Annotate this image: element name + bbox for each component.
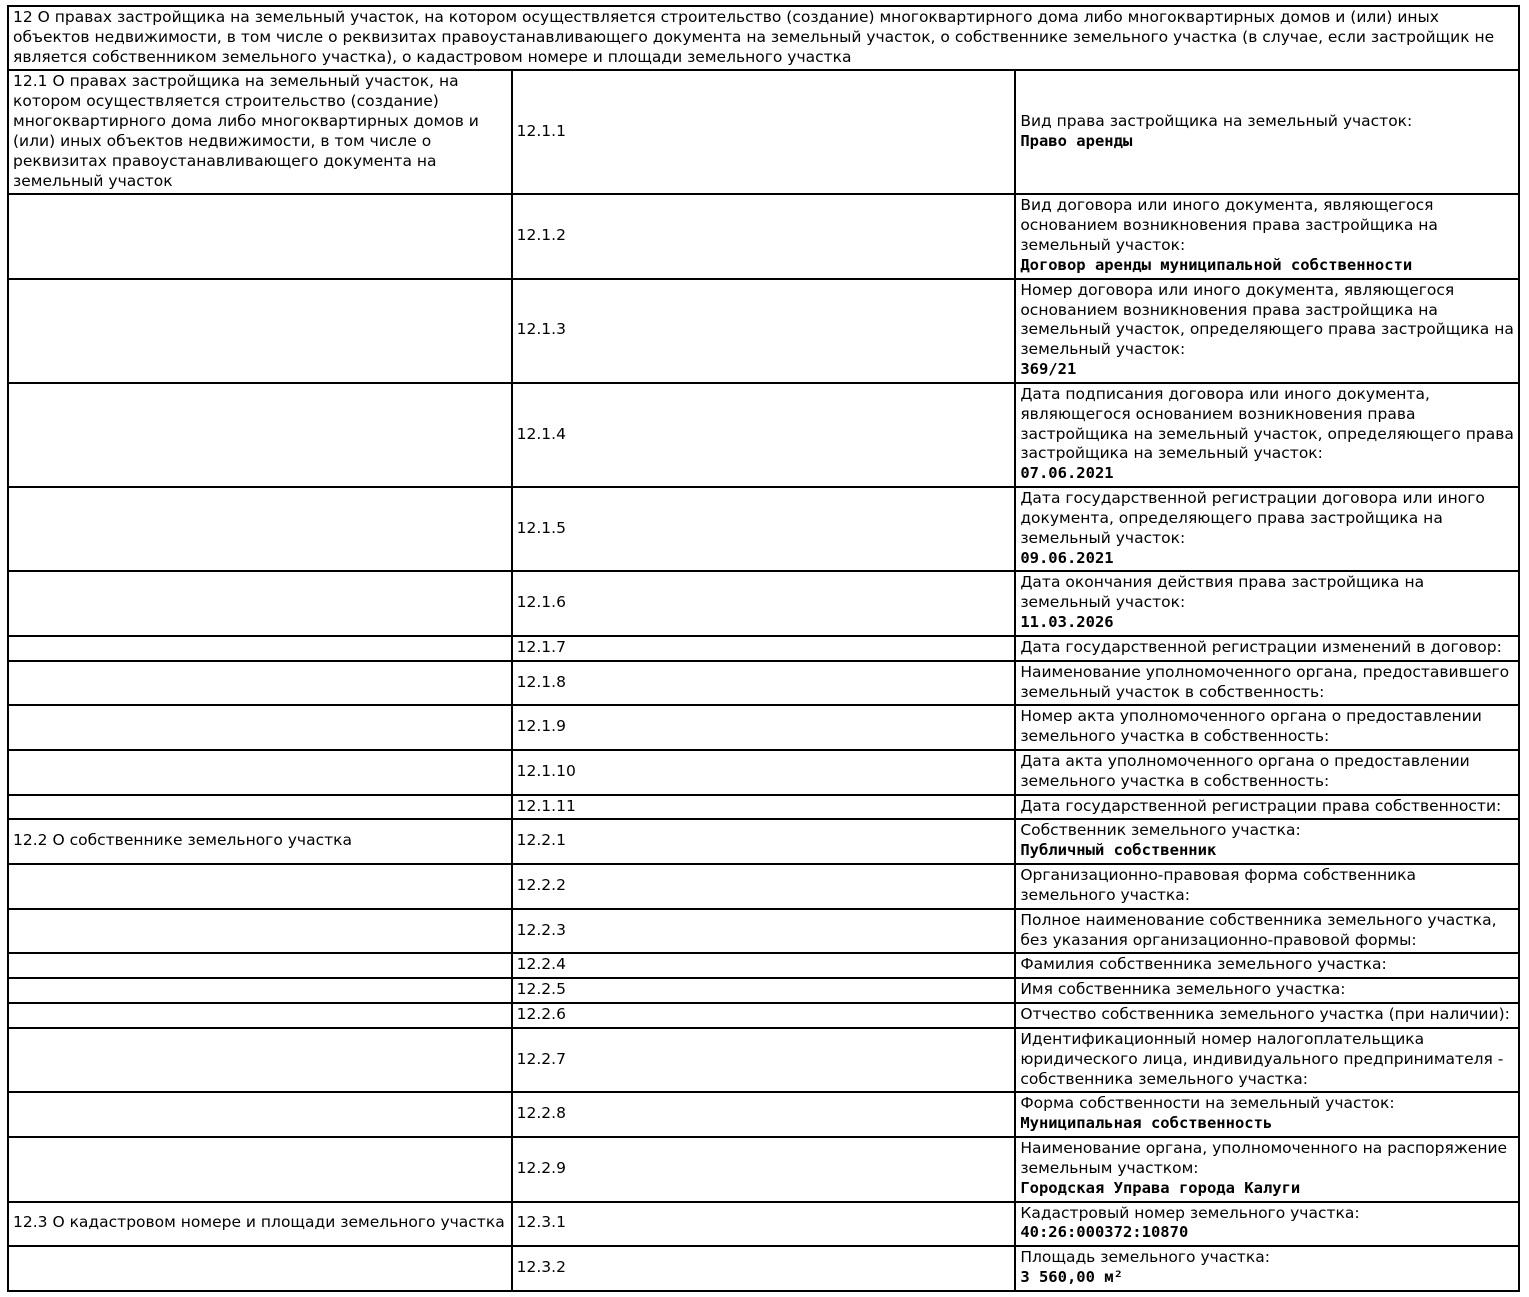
field-label: Фамилия собственника земельного участка: [1020, 955, 1387, 974]
row-content [1015, 1003, 1519, 1028]
table-row [8, 1246, 1519, 1291]
row-label [8, 795, 512, 820]
row-code: 12.2.7 [512, 1028, 1016, 1092]
field-value: 3 560,00 м² [1020, 1268, 1123, 1287]
field-label: Дата подписания договора или иного документа, являющегося основанием возникновения права застройщика на земельный участок, определяющего права застройщика на земельный участок: [1020, 384, 1514, 463]
row-content [1015, 194, 1519, 278]
field-label: Полное наименование собственника земельного участка, без указания организационно-правовой формы: [1020, 910, 1497, 949]
row-content [1015, 864, 1519, 909]
field-label: Дата акта уполномоченного органа о предоставлении земельного участка в собственность: [1020, 751, 1470, 790]
row-label [8, 1246, 512, 1291]
row-label [8, 750, 512, 795]
row-code: 12.1.5 [512, 487, 1016, 571]
section-title: 12 О правах застройщика на земельный участок, на котором осуществляется строительство (создание) многоквартирного дома либо многоквартирных домов и (или) иных объектов недвижимости, в том числе о реквизитах правоустанавливающего документа на земельный участок, о собственнике земельного участка (в случае, если застройщик не является собственником земельного участка), о кадастровом номере и площади земельного участка [8, 6, 1519, 70]
field-label: Дата государственной регистрации права собственности: [1020, 796, 1502, 815]
row-code: 12.2.8 [512, 1092, 1016, 1137]
row-label [8, 1003, 512, 1028]
row-label [8, 571, 512, 635]
row-code: 12.1.2 [512, 194, 1016, 278]
row-code: 12.1.3 [512, 279, 1016, 383]
table-row [8, 1202, 1519, 1247]
row-content [1015, 661, 1519, 706]
table-row [8, 194, 1519, 278]
field-label: Номер акта уполномоченного органа о предоставлении земельного участка в собственность: [1020, 707, 1482, 746]
field-value: Право аренды [1020, 131, 1133, 150]
row-code: 12.1.6 [512, 571, 1016, 635]
row-label [8, 487, 512, 571]
row-content [1015, 705, 1519, 750]
row-code: 12.2.9 [512, 1137, 1016, 1201]
row-label [8, 978, 512, 1003]
table-row [8, 636, 1519, 661]
row-code: 12.1.10 [512, 750, 1016, 795]
field-label: Собственник земельного участка: [1020, 821, 1301, 840]
field-value: Городская Управа города Калуги [1020, 1178, 1301, 1197]
field-label: Кадастровый номер земельного участка: [1020, 1203, 1360, 1222]
section-header-row [8, 6, 1519, 70]
table-row [8, 279, 1519, 383]
table-body [8, 6, 1519, 1291]
row-code: 12.2.4 [512, 953, 1016, 978]
field-label: Дата окончания действия права застройщика на земельный участок: [1020, 573, 1425, 612]
table-row [8, 661, 1519, 706]
table-row [8, 978, 1519, 1003]
field-label: Имя собственника земельного участка: [1020, 980, 1346, 999]
field-label: Отчество собственника земельного участка (при наличии): [1020, 1005, 1510, 1024]
row-label: 12.3 О кадастровом номере и площади земельного участка [8, 1202, 512, 1247]
table-row [8, 1028, 1519, 1092]
row-content [1015, 70, 1519, 194]
table-row [8, 819, 1519, 864]
row-code: 12.1.8 [512, 661, 1016, 706]
field-label: Организационно-правовая форма собственника земельного участка: [1020, 866, 1417, 904]
row-code: 12.2.2 [512, 864, 1016, 909]
table-row [8, 795, 1519, 820]
row-content [1015, 909, 1519, 954]
row-content [1015, 487, 1519, 571]
field-value: 369/21 [1020, 360, 1077, 379]
row-label [8, 705, 512, 750]
row-content [1015, 978, 1519, 1003]
field-label: Номер договора или иного документа, являющегося основанием возникновения права застройщика на земельный участок, определяющего права застройщика на земельный участок: [1020, 280, 1514, 359]
table-row [8, 383, 1519, 487]
table-row [8, 1092, 1519, 1137]
row-content [1015, 636, 1519, 661]
table-row [8, 864, 1519, 909]
table-row [8, 705, 1519, 750]
table-row [8, 487, 1519, 571]
land-rights-table [7, 5, 1520, 1292]
row-label [8, 194, 512, 278]
row-label [8, 636, 512, 661]
row-content [1015, 1246, 1519, 1291]
table-row [8, 750, 1519, 795]
row-code: 12.1.11 [512, 795, 1016, 820]
row-content [1015, 1137, 1519, 1201]
row-code: 12.2.1 [512, 819, 1016, 864]
field-label: Площадь земельного участка: [1020, 1248, 1270, 1267]
row-code: 12.2.3 [512, 909, 1016, 954]
row-label: 12.2 О собственнике земельного участка [8, 819, 512, 864]
row-label [8, 1137, 512, 1201]
field-value: Публичный собственник [1020, 841, 1217, 860]
table-row [8, 909, 1519, 954]
table-row [8, 1137, 1519, 1201]
row-code: 12.1.9 [512, 705, 1016, 750]
row-code: 12.3.2 [512, 1246, 1016, 1291]
row-code: 12.2.5 [512, 978, 1016, 1003]
field-value: Договор аренды муниципальной собственности [1020, 255, 1413, 274]
row-label [8, 383, 512, 487]
field-value: 11.03.2026 [1020, 613, 1114, 632]
field-label: Дата государственной регистрации договора или иного документа, определяющего права застройщика на земельный участок: [1020, 489, 1485, 547]
table-row [8, 70, 1519, 194]
row-content [1015, 279, 1519, 383]
row-content [1015, 819, 1519, 864]
field-label: Вид права застройщика на земельный участок: [1020, 112, 1413, 131]
row-label [8, 909, 512, 954]
table-row [8, 1003, 1519, 1028]
row-code: 12.2.6 [512, 1003, 1016, 1028]
field-label: Идентификационный номер налогоплательщика юридического лица, индивидуального предпринимателя - собственника земельного участка: [1020, 1029, 1504, 1088]
row-label: 12.1 О правах застройщика на земельный участок, на котором осуществляется строительство (создание) многоквартирного дома либо многоквартирных домов и (или) иных объектов недвижимости, в том числе о реквизитах правоустанавливающего документа на земельный участок [8, 70, 512, 194]
field-label: Форма собственности на земельный участок: [1020, 1094, 1395, 1113]
field-label: Вид договора или иного документа, являющегося основанием возникновения права застройщика на земельный участок: [1020, 196, 1438, 255]
row-content [1015, 750, 1519, 795]
row-label [8, 279, 512, 383]
table-row [8, 571, 1519, 635]
row-code: 12.1.7 [512, 636, 1016, 661]
field-label: Наименование уполномоченного органа, предоставившего земельный участок в собственность: [1020, 662, 1510, 701]
row-code: 12.1.4 [512, 383, 1016, 487]
table-row [8, 953, 1519, 978]
row-label [8, 1028, 512, 1092]
row-label [8, 661, 512, 706]
field-value: 09.06.2021 [1020, 548, 1114, 567]
row-label [8, 953, 512, 978]
field-label: Дата государственной регистрации изменений в договор: [1020, 637, 1502, 656]
field-value: 07.06.2021 [1020, 464, 1114, 483]
row-content [1015, 1202, 1519, 1247]
row-content [1015, 795, 1519, 820]
row-content [1015, 571, 1519, 635]
field-value: 40:26:000372:10870 [1020, 1223, 1189, 1242]
row-code: 12.3.1 [512, 1202, 1016, 1247]
row-label [8, 864, 512, 909]
row-content [1015, 953, 1519, 978]
row-content [1015, 1028, 1519, 1092]
row-content [1015, 383, 1519, 487]
row-label [8, 1092, 512, 1137]
row-code: 12.1.1 [512, 70, 1016, 194]
row-content [1015, 1092, 1519, 1137]
field-value: Муниципальная собственность [1020, 1114, 1273, 1133]
field-label: Наименование органа, уполномоченного на распоряжение земельным участком: [1020, 1139, 1508, 1177]
